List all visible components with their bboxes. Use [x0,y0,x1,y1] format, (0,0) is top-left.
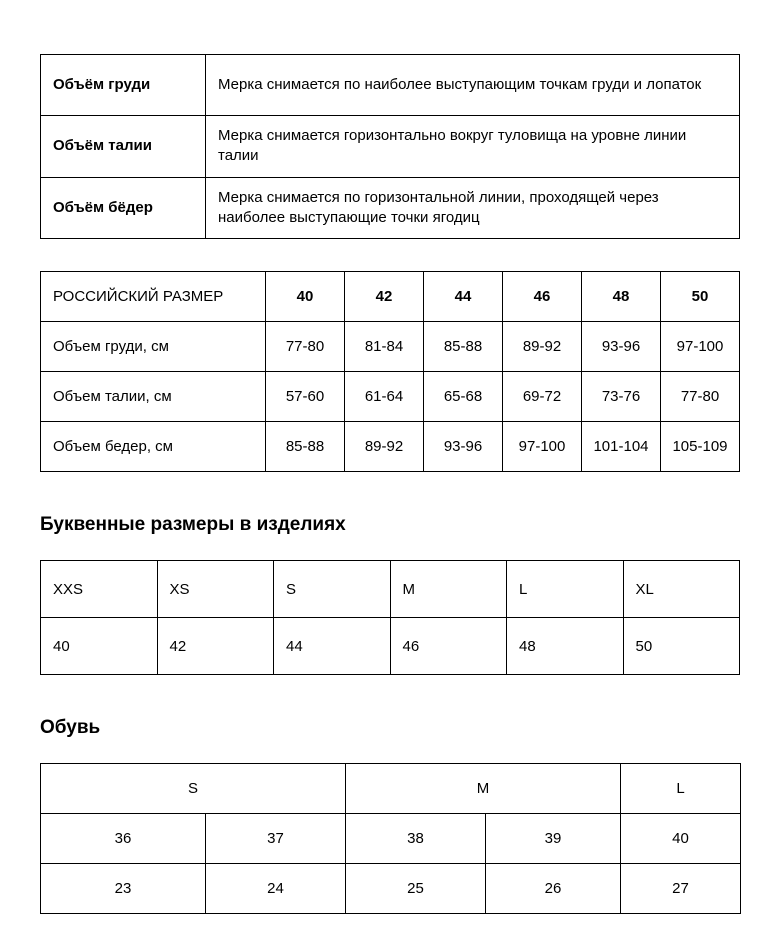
chest-value: 97-100 [661,322,740,372]
letter-row [41,561,740,618]
number-row [41,618,740,675]
letter-size-s: S [274,561,391,618]
table-row [41,55,740,116]
letter-sizes-heading: Буквенные размеры в изделиях [40,514,346,535]
shoe-group-l: L [621,764,741,814]
table-row-chest [41,322,740,372]
shoe-cm-row [41,864,741,914]
shoe-group-s: S [41,764,346,814]
shoe-eu-size: 39 [486,814,621,864]
waist-value: 77-80 [661,372,740,422]
measure-description-chest: Мерка снимается по наиболее выступающим точкам груди и лопаток [206,55,740,116]
size-header-46: 46 [503,272,582,322]
table-row [41,177,740,239]
measure-term-chest: Объём груди [41,55,206,116]
measurement-definitions-table [40,54,740,239]
measure-description-hips: Мерка снимается по горизонтальной линии, проходящей через наиболее выступающие точки ягодиц [206,177,740,239]
number-size: 42 [157,618,274,675]
waist-value: 73-76 [582,372,661,422]
row-label-hips: Объем бедер, см [41,422,266,472]
shoe-eu-size: 40 [621,814,741,864]
shoe-size-table [40,763,741,914]
chest-value: 81-84 [345,322,424,372]
hips-value: 89-92 [345,422,424,472]
letter-size-l: L [507,561,624,618]
measure-term-waist: Объём талии [41,116,206,178]
russian-size-table [40,271,740,472]
waist-value: 57-60 [266,372,345,422]
shoe-eu-size: 38 [346,814,486,864]
shoe-cm-size: 23 [41,864,206,914]
row-label-waist: Объем талии, см [41,372,266,422]
size-header-44: 44 [424,272,503,322]
shoe-group-row [41,764,741,814]
shoes-heading: Обувь [40,717,101,738]
hips-value: 105-109 [661,422,740,472]
number-size: 40 [41,618,158,675]
hips-value: 101-104 [582,422,661,472]
measure-description-waist: Мерка снимается горизонтально вокруг туловища на уровне линии талии [206,116,740,178]
chest-value: 77-80 [266,322,345,372]
table-row [41,116,740,178]
russian-size-header: РОССИЙСКИЙ РАЗМЕР [41,272,266,322]
hips-value: 85-88 [266,422,345,472]
shoe-eu-row [41,814,741,864]
row-label-chest: Объем груди, см [41,322,266,372]
size-header-50: 50 [661,272,740,322]
hips-value: 97-100 [503,422,582,472]
letter-size-xxs: XXS [41,561,158,618]
measure-term-hips: Объём бёдер [41,177,206,239]
waist-value: 61-64 [345,372,424,422]
letter-sizes-table [40,560,740,675]
number-size: 46 [390,618,507,675]
number-size: 50 [623,618,740,675]
chest-value: 93-96 [582,322,661,372]
size-header-48: 48 [582,272,661,322]
table-row-hips [41,422,740,472]
shoe-cm-size: 26 [486,864,621,914]
shoe-eu-size: 37 [206,814,346,864]
letter-size-m: M [390,561,507,618]
shoe-cm-size: 25 [346,864,486,914]
chest-value: 85-88 [424,322,503,372]
shoe-cm-size: 24 [206,864,346,914]
waist-value: 69-72 [503,372,582,422]
hips-value: 93-96 [424,422,503,472]
size-header-42: 42 [345,272,424,322]
chest-value: 89-92 [503,322,582,372]
size-header-40: 40 [266,272,345,322]
shoe-group-m: M [346,764,621,814]
table-row-waist [41,372,740,422]
number-size: 44 [274,618,391,675]
number-size: 48 [507,618,624,675]
table-header-row [41,272,740,322]
shoe-cm-size: 27 [621,864,741,914]
waist-value: 65-68 [424,372,503,422]
letter-size-xl: XL [623,561,740,618]
shoe-eu-size: 36 [41,814,206,864]
letter-size-xs: XS [157,561,274,618]
